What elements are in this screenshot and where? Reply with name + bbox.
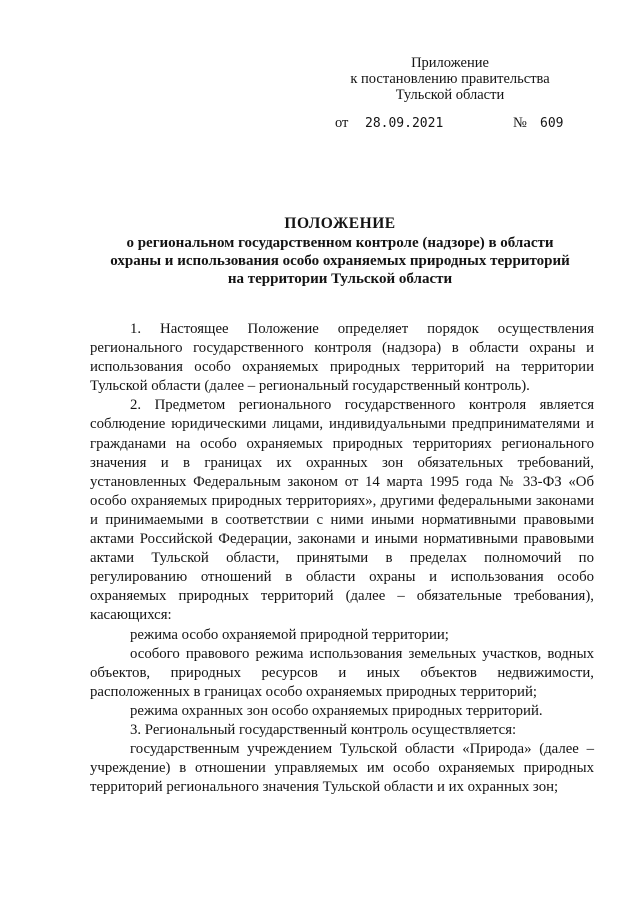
appendix-line: Приложение: [411, 55, 489, 71]
title-subtitle-line: охраны и использования особо охраняемых природных территорий: [110, 253, 570, 269]
appendix-line: к постановлению правительства: [350, 71, 550, 87]
paragraph-2: 2. Предметом регионального государственного контроля является соблюдение юридическими лицами, индивидуальными предпринимателями и гражданами на особо охраняемых природных территориях регионального значения и в границах их охранных зон обязательных требований, установленных Федеральным законом от 14 марта 1995 года № 33-ФЗ «Об особо охраняемых природных территориях», другими федеральными законами и принимаемыми в соответствии с ними иными нормативными правовыми актами Российской Федерации, законами и иными нормативными правовыми актами Тульской области, принятыми в пределах полномочий по регулированию отношений в области охраны и использования особо охраняемых природных территорий (далее – обязательные требования), касающихся:: [90, 397, 594, 624]
document-body: [90, 320, 594, 797]
title-heading: ПОЛОЖЕНИЕ: [284, 215, 396, 232]
appendix-line: Тульской области: [395, 87, 505, 103]
resolution-date: 28.09.2021: [365, 116, 444, 131]
title-subtitle-line: на территории Тульской области: [227, 271, 453, 287]
resolution-date-number: [335, 115, 575, 133]
number-sign: №: [513, 115, 527, 131]
appendix-note: [330, 55, 570, 103]
resolution-number: 609: [540, 116, 564, 131]
list-item: режима особо охраняемой природной территории;: [130, 626, 449, 643]
list-item: особого правового режима использования земельных участков, водных объектов, природных ресурсов и иных объектов недвижимости, расположенных в границах особо охраняемых природных территорий;: [90, 645, 594, 700]
list-item: режима охранных зон особо охраняемых природных территорий.: [130, 702, 543, 719]
title-subtitle-line: о региональном государственном контроле (надзоре) в области: [126, 235, 554, 251]
list-item: государственным учреждением Тульской области «Природа» (далее – учреждение) в отношении управляемых им особо охраняемых природных территорий регионального значения Тульской области и их охранных зон;: [90, 741, 594, 796]
date-prefix: от: [335, 115, 349, 131]
paragraph-3: 3. Региональный государственный контроль осуществляется:: [130, 721, 517, 738]
paragraph-1: 1. Настоящее Положение определяет порядок осуществления регионального государственного контроля (надзора) в области охраны и использования особо охраняемых природных территорий на территории Тульской области (далее – региональный государственный контроль).: [90, 321, 594, 395]
document-title: [60, 214, 620, 288]
